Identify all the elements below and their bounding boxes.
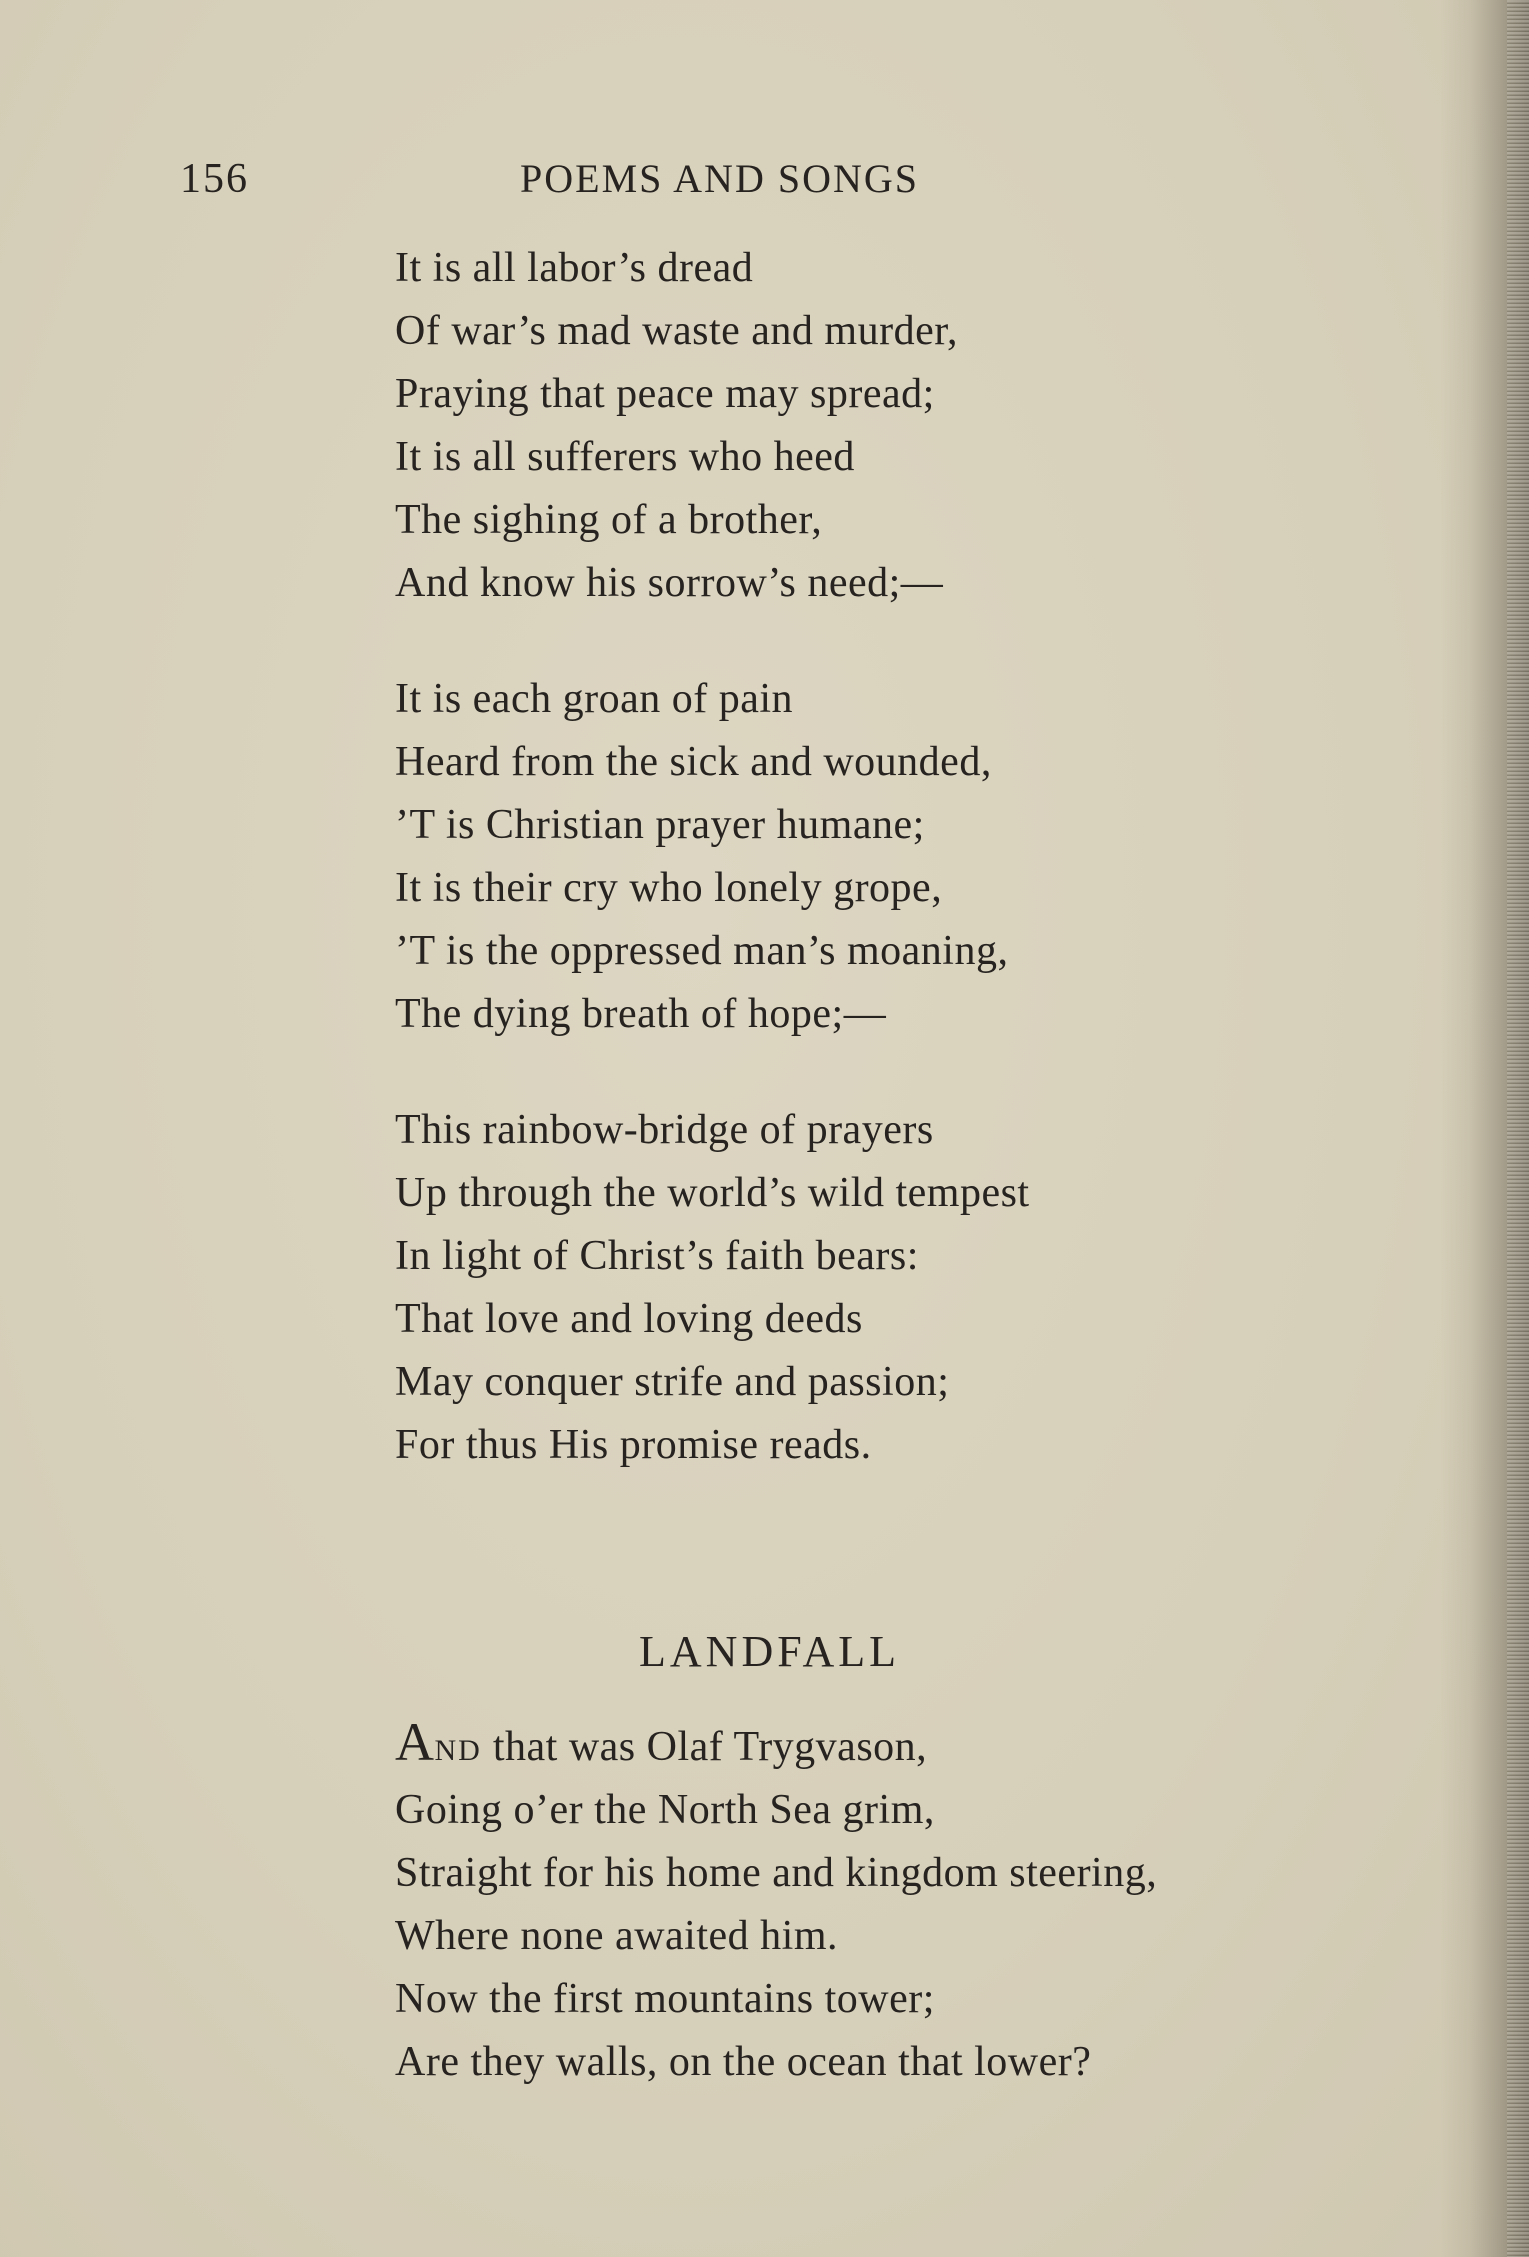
poem-line: It is their cry who lonely grope, [395,865,943,911]
poem-line: Straight for his home and kingdom steering, [395,1850,1158,1896]
poem-line: That love and loving deeds [395,1296,863,1342]
page-header [0,155,1529,215]
poem-line: The sighing of a brother, [395,497,823,543]
poem-line: Praying that peace may spread; [395,371,935,417]
poem-line: Now the first mountains tower; [395,1976,935,2022]
poem-line: May conquer strife and passion; [395,1359,950,1405]
poem-line: Of war’s mad waste and murder, [395,308,959,354]
poem-line: Where none awaited him. [395,1913,838,1959]
stanza-2 [395,668,1008,1046]
poem-line: This rainbow-bridge of prayers [395,1107,934,1153]
poem-line: In light of Christ’s faith bears: [395,1233,919,1279]
poem-line: ’T is the oppressed man’s moaning, [395,928,1009,974]
stanza-1 [395,237,958,615]
poem-line: Going o’er the North Sea grim, [395,1787,935,1833]
drop-initial: A [395,1712,435,1772]
poem-line: The dying breath of hope;— [395,991,887,1037]
page-edge-shadow [1507,0,1529,2257]
first-line-rest: that was Olaf Trygvason, [481,1724,928,1770]
poem-title: LANDFALL [639,1627,900,1676]
poem-line: Up through the world’s wild tempest [395,1170,1030,1216]
small-caps-lead: ND [434,1734,482,1767]
poem-line: ’T is Christian prayer humane; [395,802,925,848]
running-title: POEMS AND SONGS [520,156,919,201]
poem-line: It is all labor’s dread [395,245,754,291]
poem-line: Heard from the sick and wounded, [395,739,992,785]
stanza-3 [395,1099,1030,1477]
poem-first-line [395,1712,1157,1779]
poem-line: It is all sufferers who heed [395,434,855,480]
poem-line: Are they walls, on the ocean that lower? [395,2039,1092,2085]
poem-line: For thus His promise reads. [395,1422,872,1468]
page-number: 156 [180,156,249,202]
landfall-stanza [395,1712,1158,2094]
poem-line: It is each groan of pain [395,676,794,722]
poem-line: And know his sorrow’s need;— [395,560,944,606]
